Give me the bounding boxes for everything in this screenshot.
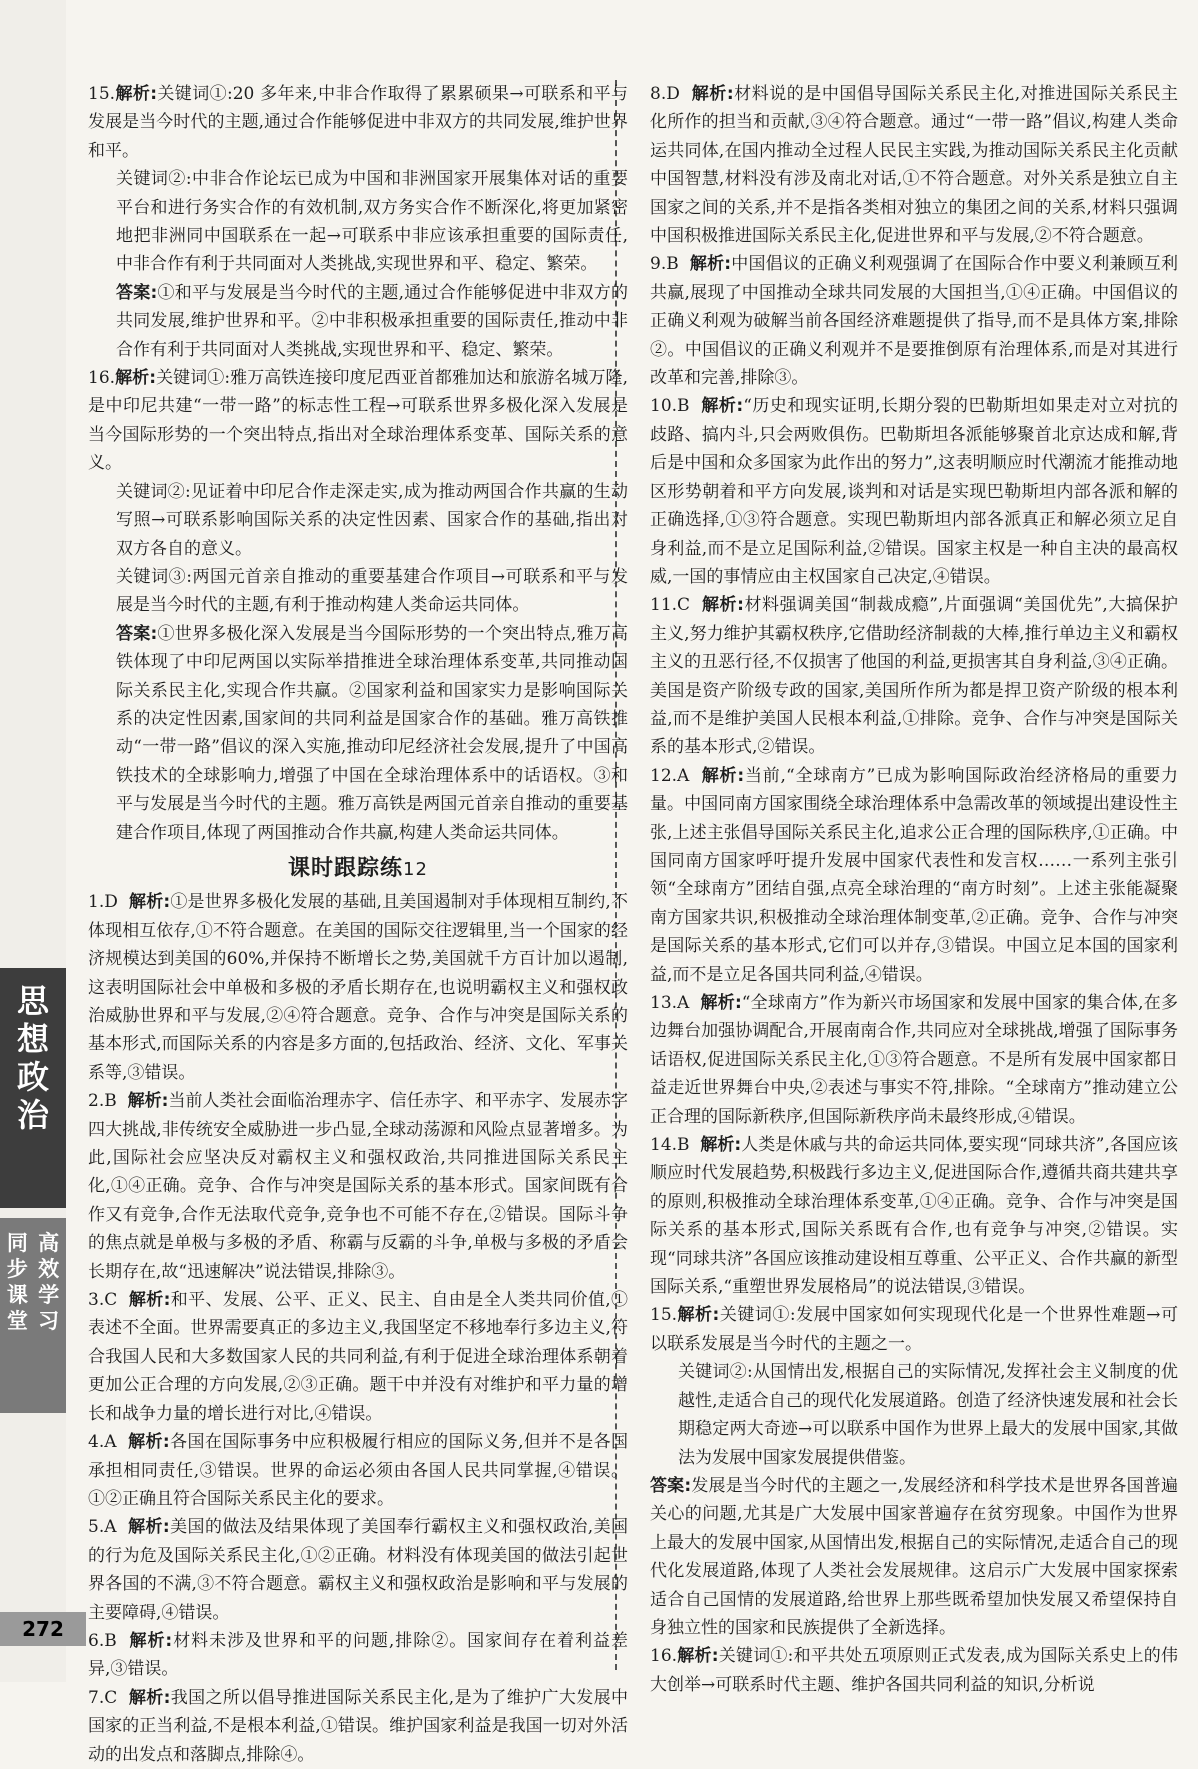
question-15 [88, 80, 628, 165]
subject-tab [0, 968, 66, 1208]
section-title [88, 855, 628, 884]
item-number: 6.B [88, 1630, 117, 1651]
keyword-paragraph: 关键词②:从国情出发,根据自己的实际情况,发挥社会主义制度的优越性,走适合自己的现代化发展道路。创造了经济快速发展和社会长期稳定两大奇迹→可以联系中国作为世界上最大的发展中国家,其做法为发展中国家发展提供借鉴。 [678, 1362, 1178, 1468]
item-number: 1.D [88, 892, 118, 913]
item-text: ①是世界多极化发展的基础,且美国遏制对手体现相互制约,不体现相互依存,①不符合题意。在美国的国际交往逻辑里,当一个国家的经济规模达到美国的60%,并保持不断增长之势,美国就千方百计加以遏制,这表明国际社会中单极和多极的矛盾长期存在,也说明霸权主义和强权政治威胁世界和平与发展,②④符合题意。竞争、合作与冲突是国际关系的基本形式,而国际关系的内容是多方面的,包括政治、经济、文化、军事关系等,③错误。 [88, 892, 628, 1083]
answer-paragraph [650, 1472, 1178, 1642]
item-text: 美国的做法及结果体现了美国奉行霸权主义和强权政治,美国的行为危及国际关系民主化,①②正确。材料没有体现美国的做法引起世界各国的不满,③不符合题意。霸权主义和强权政治是影响和平与发展的主要障碍,④错误。 [88, 1517, 628, 1623]
section-title-text: 课时跟踪练 [288, 855, 404, 881]
item-number: 9.B [650, 254, 679, 275]
left-column [88, 80, 628, 1769]
item-text: 当前人类社会面临治理赤字、信任赤字、和平赤字、发展赤字四大挑战,非传统安全威胁进一步凸显,全球动荡源和风险点显著增多。为此,国际社会应坚决反对霸权主义和强权政治,共同推进国际关系民主化,①④正确。竞争、合作与冲突是国际关系的基本形式。国家间既有合作又有竞争,合作无法取代竞争,竞争也不可能不存在,②错误。国际斗争的焦点就是单极与多极的矛盾、称霸与反霸的斗争,单极与多极的矛盾会长期存在,故“迅速解决”说法错误,排除③。 [88, 1091, 628, 1282]
item-number: 2.B [88, 1091, 117, 1112]
item-number: 11.C [650, 595, 691, 616]
question-15 [650, 1301, 1178, 1358]
analysis-label: 解析: [700, 993, 742, 1013]
item-text: “历史和现实证明,长期分裂的巴勒斯坦如果走对立对抗的歧路、搞内斗,只会两败俱伤。巴勒斯坦各派能够聚首北京达成和解,背后是中国和众多国家为此作出的努力”,这表明顺应时代潮流才能推动地区形势朝着和平方向发展,谈判和对话是实现巴勒斯坦内部各派和解的正确选择,①③符合题意。实现巴勒斯坦内部各派真正和解必须立足自身利益,而不是立足国际利益,②错误。国家主权是一种自主决的最高权威,一国的事情应由主权国家自己决定,④错误。 [650, 396, 1178, 587]
analysis-label: 解析: [701, 396, 744, 417]
item-number: 10.B [650, 396, 690, 417]
analysis-label: 解析: [700, 1135, 742, 1156]
answer-text: ①和平与发展是当今时代的主题,通过合作能够促进中非双方的共同发展,维护世界和平。②中非积极承担重要的国际责任,推动中非合作有利于共同面对人类挑战,实现世界和平、稳定、繁荣。 [116, 282, 628, 360]
item-text: 我国之所以倡导推进国际关系民主化,是为了维护广大发展中国家的正当利益,不是根本利益,①错误。维护国家利益是我国一切对外活动的出发点和落脚点,排除④。 [88, 1687, 628, 1765]
keyword-paragraph: 关键词②:中非合作论坛已成为中国和非洲国家开展集体对话的重要平台和进行务实合作的有效机制,双方务实合作不断深化,将更加紧密地把非洲同中国联系在一起→可联系中非应该承担重要的国际责任,中非合作有利于共同面对人类挑战,实现世界和平、稳定、繁荣。 [116, 169, 628, 275]
subject-char: 想 [16, 1020, 49, 1058]
answer-paragraph [88, 279, 628, 364]
answer-item [650, 762, 1178, 989]
question-16 [650, 1642, 1178, 1699]
answer-item [650, 591, 1178, 761]
analysis-label: 解析: [691, 84, 734, 104]
answer-label: 答案: [116, 623, 158, 644]
analysis-label: 解析: [128, 1290, 171, 1311]
question-number: 16. [650, 1646, 678, 1667]
keyword-text: 关键词①:发展中国家如何实现现代化是一个世界性难题→可以联系发展是当今时代的主题之一。 [650, 1305, 1178, 1354]
analysis-label: 解析: [701, 595, 744, 616]
question-number: 16. [88, 368, 116, 389]
analysis-label: 解析: [115, 84, 158, 104]
item-text: 材料说的是中国倡导国际关系民主化,对推进国际关系民主化所作的担当和贡献,③④符合题意。通过“一带一路”倡议,构建人类命运共同体,在国内推动全过程人民民主实践,为推动国际关系民主化贡献中国智慧,材料没有涉及南北对话,①不符合题意。对外关系是独立自主国家之间的关系,并不是指各类相对独立的集团之间的关系,材料只强调中国积极推进国际关系民主化,促进世界和平与发展,②不符合题意。 [650, 84, 1178, 247]
item-number: 3.C [88, 1290, 118, 1311]
analysis-label: 解析: [129, 892, 171, 913]
item-text: 中国倡议的正确义利观强调了在国际合作中要义利兼顾互利共赢,展现了中国推动全球共同发展的大国担当,①④正确。中国倡议的正确义利观为破解当前各国经济难题提供了指导,而不是具体方案,排除②。中国倡议的正确义利观并不是要推倒原有治理体系,而是对其进行改革和完善,排除③。 [650, 254, 1178, 389]
keyword-text: 关键词①:20 多年来,中非合作取得了累累硕果→可联系和平与发展是当今时代的主题,通过合作能够促进中非双方的共同发展,维护世界和平。 [88, 84, 628, 161]
analysis-label: 解析: [689, 254, 732, 275]
answer-text: ①世界多极化深入发展是当今国际形势的一个突出特点,雅万高铁体现了中印尼两国以实际举措推进全球治理体系变革,共同推动国际关系民主化,实现合作共赢。②国家利益和国家实力是影响国际关系的决定性因素,国家间的共同利益是国家合作的基础。雅万高铁推动“一带一路”倡议的深入实施,推动印尼经济社会发展,提升了中国高铁技术的全球影响力,增强了中国在全球治理体系中的话语权。③和平与发展是当今时代的主题。雅万高铁是两国元首亲自推动的重要基建合作项目,体现了两国推动合作共赢,构建人类命运共同体。 [116, 623, 628, 843]
page-number: 272 [0, 1612, 86, 1646]
answer-item [88, 1684, 628, 1769]
analysis-label: 解析: [127, 1091, 169, 1112]
analysis-label: 解析: [677, 1646, 719, 1667]
answer-item [88, 1087, 628, 1286]
keyword-paragraph: 关键词③:两国元首亲自推动的重要基建合作项目→可联系和平与发展是当今时代的主题,有利于推动构建人类命运共同体。 [116, 566, 628, 616]
keyword-text: 关键词①:和平共处五项原则正式发表,成为国际关系史上的伟大创举→可联系时代主题、维护各国共同利益的知识,分析说 [650, 1646, 1178, 1695]
keyword-paragraph: 关键词②:见证着中印尼合作走深走实,成为推动两国合作共赢的生动写照→可联系影响国际关系的决定性因素、国家合作的基础,指出对双方各自的意义。 [116, 481, 628, 559]
subject-char: 政 [16, 1058, 49, 1096]
item-text: 材料强调美国“制裁成瘾”,片面强调“美国优先”,大搞保护主义,努力维护其霸权秩序,它借助经济制裁的大棒,推行单边主义和霸权主义的丑恶行径,不仅损害了他国的利益,更损害其自身利益,③④正确。美国是资产阶级专政的国家,美国所作所为都是捍卫资产阶级的根本利益,而不是维护美国人民根本利益,①排除。竞争、合作与冲突是国际关系的基本形式,②错误。 [650, 595, 1178, 758]
keyword-text: 关键词①:雅万高铁连接印度尼西亚首都雅加达和旅游名城万隆,是中印尼共建“一带一路”的标志性工程→可联系世界多极化深入发展是当今国际形势的一个突出特点,指出对全球治理体系变革、国际关系的意义。 [88, 368, 628, 474]
answer-paragraph [88, 620, 628, 847]
section-number: 12 [403, 858, 428, 880]
analysis-label: 解析: [128, 1517, 170, 1538]
item-text: 材料未涉及世界和平的问题,排除②。国家间存在着利益差异,③错误。 [88, 1630, 628, 1680]
item-text: 当前,“全球南方”已成为影响国际政治经济格局的重要力量。中国同南方国家围绕全球治理体系中急需改革的领域提出建设性主张,上述主张倡导国际关系民主化,追求公正合理的国际秩序,①正确。中国同南方国家呼吁提升发展中国家代表性和发言权……一系列主张引领“全球南方”团结自强,点亮全球治理的“南方时刻”。上述主张能凝聚南方国家共识,积极推动全球治理体制变革,②正确。竞争、合作与冲突是国际关系的基本形式,它们可以并存,③错误。中国立足本国的国家利益,而不是立足各国共同利益,④错误。 [650, 765, 1178, 985]
answer-item [88, 888, 628, 1087]
answer-item [88, 1513, 628, 1627]
item-number: 7.C [88, 1687, 118, 1708]
item-text: 人类是休戚与共的命运共同体,要实现“同球共济”,各国应该顺应时代发展趋势,积极践行多边主义,促进国际合作,遵循共商共建共享的原则,积极推动全球治理体系变革,①④正确。竞争、合作与冲突是国际关系的基本形式,国际关系既有合作,也有竞争与冲突,②错误。实现“同球共济”各国应该推动建设相互尊重、公平正义、合作共赢的新型国际关系,“重塑世界发展格局”的说法错误,③错误。 [650, 1135, 1178, 1298]
analysis-label: 解析: [701, 765, 745, 786]
subject-char: 思 [16, 982, 49, 1020]
left-margin-band [0, 0, 66, 1682]
item-number: 5.A [88, 1517, 117, 1538]
answer-item [650, 80, 1178, 250]
analysis-label: 解析: [115, 368, 157, 389]
answer-item [88, 1627, 628, 1684]
question-number: 15. [88, 84, 116, 104]
answer-item [650, 989, 1178, 1131]
analysis-label: 解析: [128, 1432, 170, 1453]
answer-label: 答案: [650, 1475, 692, 1496]
item-number: 14.B [650, 1135, 690, 1156]
item-text: 和平、发展、公平、正义、民主、自由是全人类共同价值,①表述不全面。世界需要真正的多边主义,我国坚定不移地奉行多边主义,符合我国人民和大多数国家人民的共同利益,有利于促进全球治理体系朝着更加公正合理的方向发展,②③正确。题干中并没有对维护和平力量的增长和战争力量的增长进行对比,④错误。 [88, 1290, 628, 1424]
answer-text: 发展是当今时代的主题之一,发展经济和科学技术是世界各国普遍关心的问题,尤其是广大发展中国家普遍存在贫穷现象。中国作为世界上最大的发展中国家,从国情出发,根据自己的实际情况,走适合自己的现代化发展道路,体现了人类社会发展规律。这启示广大发展中国家探索适合自己国情的发展道路,给世界上那些既希望加快发展又希望保持自身独立性的国家和民族提供了全新选择。 [650, 1475, 1178, 1638]
item-text: “全球南方”作为新兴市场国家和发展中国家的集合体,在多边舞台加强协调配合,开展南南合作,共同应对全球挑战,增强了国际事务话语权,促进国际关系民主化,①③符合题意。不是所有发展中国家都日益走近世界舞台中央,②表述与事实不符,排除。“全球南方”推动建立公正合理的国际新秩序,但国际新秩序尚未最终形成,④错误。 [650, 993, 1178, 1127]
answer-item [88, 1428, 628, 1513]
answer-label: 答案: [116, 282, 158, 303]
answer-item [88, 1286, 628, 1428]
subject-char: 治 [16, 1096, 49, 1134]
answer-item [650, 392, 1178, 591]
series-tab [0, 1218, 66, 1413]
analysis-label: 解析: [128, 1687, 171, 1708]
answer-item [650, 250, 1178, 392]
question-number: 15. [650, 1305, 678, 1326]
series-col-2: 高效学习 [38, 1231, 60, 1333]
analysis-label: 解析: [677, 1305, 720, 1326]
question-16 [88, 364, 628, 478]
series-col-1: 同步课堂 [6, 1231, 28, 1333]
item-number: 13.A [650, 993, 690, 1013]
item-number: 4.A [88, 1432, 117, 1453]
item-text: 各国在国际事务中应积极履行相应的国际义务,但并不是各国承担相同责任,③错误。世界的命运必须由各国人民共同掌握,④错误。①②正确且符合国际关系民主化的要求。 [88, 1432, 628, 1509]
answer-item [650, 1131, 1178, 1301]
right-column [650, 80, 1178, 1699]
analysis-label: 解析: [129, 1630, 173, 1651]
item-number: 12.A [650, 765, 690, 786]
item-number: 8.D [650, 84, 680, 104]
